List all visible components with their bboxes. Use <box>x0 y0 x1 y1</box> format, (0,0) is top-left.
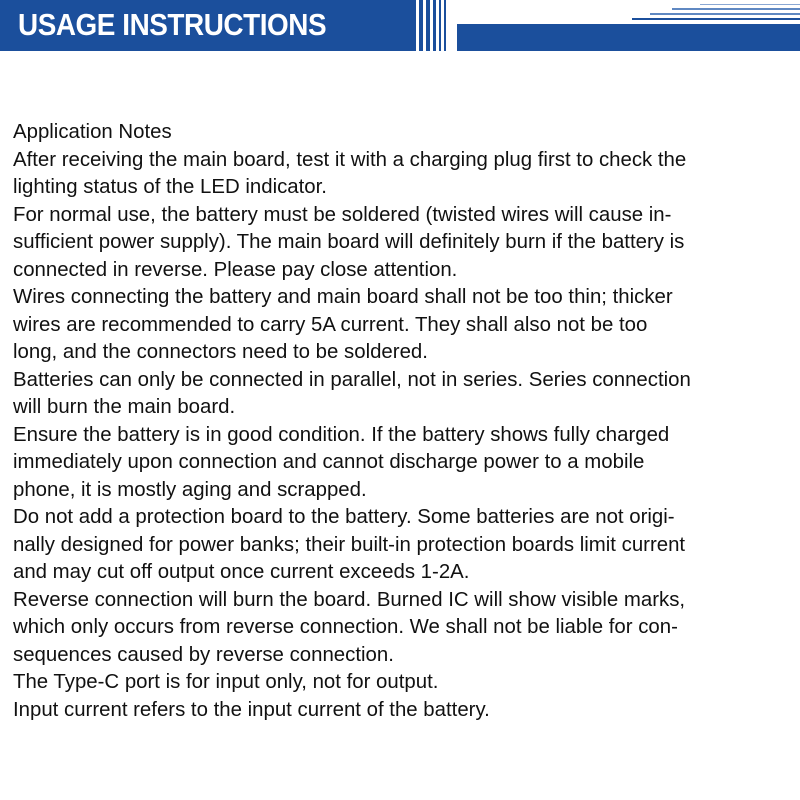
header-accent-line <box>672 8 800 10</box>
usage-notes-text <box>13 119 793 724</box>
text-line: wires are recommended to carry 5A current. They shall also not be too <box>13 313 648 336</box>
text-line: which only occurs from reverse connection. We shall not be liable for con- <box>13 616 678 638</box>
text-line: immediately upon connection and cannot discharge power to a mobile <box>13 451 645 473</box>
page-title: USAGE INSTRUCTIONS <box>18 7 327 42</box>
text-line: Ensure the battery is in good condition. If the battery shows fully charged <box>13 423 670 446</box>
text-line: lighting status of the LED indicator. <box>13 176 327 198</box>
header-banner <box>0 0 800 54</box>
text-line: long, and the connectors need to be soldered. <box>13 341 428 363</box>
text-line: The Type-C port is for input only, not for output. <box>13 671 439 693</box>
header-stripe <box>426 0 430 51</box>
text-line: connected in reverse. Please pay close attention. <box>13 258 458 281</box>
header-stripe <box>444 0 446 51</box>
text-line: Reverse connection will burn the board. Burned IC will show visible marks, <box>13 588 686 611</box>
text-line: sequences caused by reverse connection. <box>13 643 394 666</box>
text-line: Wires connecting the battery and main board shall not be too thin; thicker <box>13 286 673 308</box>
text-line: After receiving the main board, test it with a charging plug first to check the <box>13 148 687 171</box>
header-right-bar <box>457 24 800 51</box>
notes-heading: Application Notes <box>13 121 172 143</box>
text-line: Input current refers to the input current of the battery. <box>13 698 490 721</box>
text-line: will burn the main board. <box>13 396 236 418</box>
text-line: and may cut off output once current exceeds 1-2A. <box>13 561 470 583</box>
header-stripe <box>433 0 436 51</box>
header-stripe <box>419 0 423 51</box>
header-accent-line <box>632 18 800 20</box>
header-accent-line <box>650 13 800 15</box>
header-stripe <box>439 0 441 51</box>
text-line: For normal use, the battery must be soldered (twisted wires will cause in- <box>13 203 672 226</box>
text-line: Batteries can only be connected in parallel, not in series. Series connection <box>13 368 691 391</box>
text-line: Do not add a protection board to the battery. Some batteries are not origi- <box>13 506 675 528</box>
text-line: sufficient power supply). The main board will definitely burn if the battery is <box>13 231 685 253</box>
text-line: nally designed for power banks; their built-in protection boards limit current <box>13 533 686 556</box>
header-accent-line <box>700 4 800 5</box>
text-line: phone, it is mostly aging and scrapped. <box>13 478 367 501</box>
